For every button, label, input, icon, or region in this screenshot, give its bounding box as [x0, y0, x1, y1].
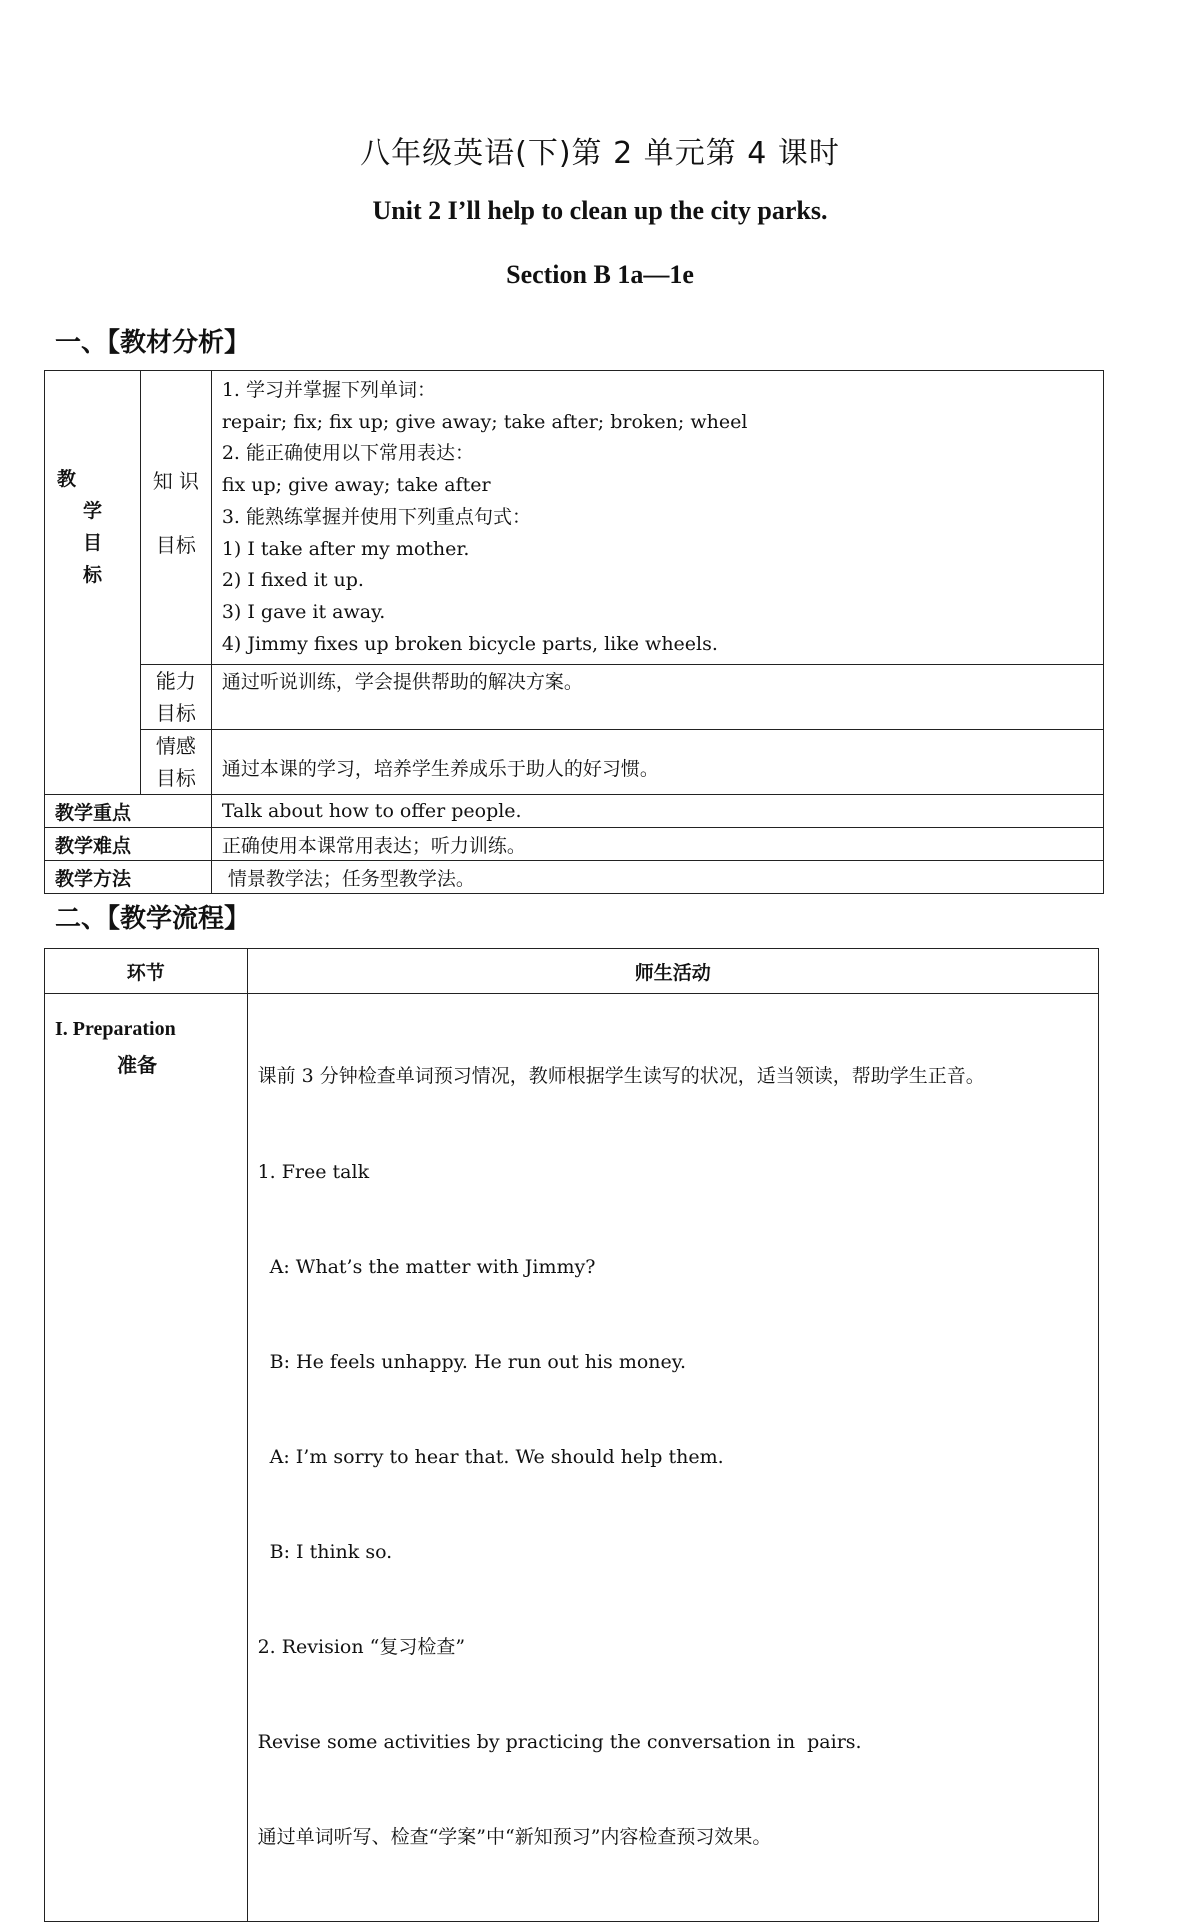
emotion-goal-label: 情感 目标	[140, 730, 211, 795]
part1-heading: 一、【教材分析】	[55, 328, 251, 358]
method-label: 教学方法	[45, 861, 212, 894]
key-point-label: 教学重点	[45, 795, 212, 828]
page-title: 八年级英语(下)第 2 单元第 4 课时	[360, 136, 840, 171]
emotion-goal-content: 通过本课的学习，培养学生养成乐于助人的好习惯。	[211, 730, 1103, 795]
analysis-table	[44, 370, 1104, 894]
stage-cell	[45, 994, 248, 1922]
knowledge-goal-label: 知 识 目标	[140, 371, 211, 665]
stage-en: I. Preparation	[55, 1018, 176, 1040]
ability-goal-label: 能力 目标	[140, 665, 211, 730]
section-title: Section B 1a—1e	[506, 260, 694, 289]
key-point-content: Talk about how to offer people.	[211, 795, 1103, 828]
activity-column-header: 师生活动	[247, 949, 1098, 994]
part2-heading: 二、【教学流程】	[55, 904, 251, 934]
knowledge-goal-content: 1. 学习并掌握下列单词： repair; fix; fix up; give away; take after; broken; wheel 2. 能正确使用以下常用表达： fix up; give away; take after 3. 能熟练掌握并使用下列重点句式： 1) I take after my mother. 2) I fixed it up. 3) I gave it away. 4) Jimmy fixes up broken bicycle parts, like wheels.	[211, 371, 1103, 665]
process-table	[44, 948, 1099, 1922]
stage-column-header: 环节	[45, 949, 248, 994]
teaching-goal-label: 教 学 目 标	[45, 371, 141, 795]
activity-cell: 课前 3 分钟检查单词预习情况，教师根据学生读写的状况，适当领读，帮助学生正音。 1. Free talk A: What’s the matter with Jimmy? B: He feels unhappy. He run out his money. A: I’m sorry to hear that. We should help them. B: I think so. 2. Revision “复习检查” Revise some activities by practicing the conversation in pairs. 通过单词听写、检查“学案”中“新知预习”内容检查预习效果。	[247, 994, 1098, 1922]
difficulty-label: 教学难点	[45, 828, 212, 861]
difficulty-content: 正确使用本课常用表达；听力训练。	[211, 828, 1103, 861]
stage-cn: 准备	[117, 1053, 157, 1077]
unit-title: Unit 2 I’ll help to clean up the city parks.	[372, 196, 828, 225]
ability-goal-content: 通过听说训练，学会提供帮助的解决方案。	[211, 665, 1103, 730]
method-content: 情景教学法；任务型教学法。	[211, 861, 1103, 894]
